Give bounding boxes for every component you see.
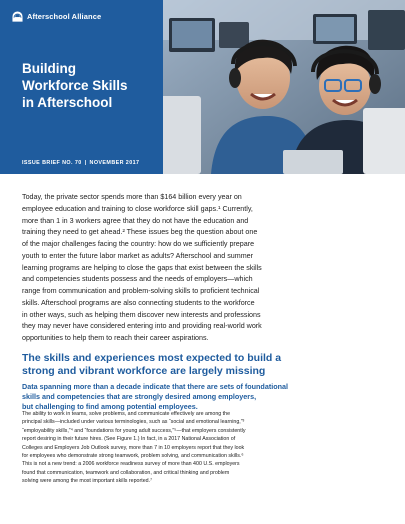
title-line: Building <box>22 61 76 76</box>
intro-line: of the major challenges facing the country: how do we sufficiently prepare <box>22 240 255 248</box>
intro-line: they may never have considered entering into and providing real-world work <box>22 322 262 331</box>
body-line: The ability to work in teams, solve problems, and communicate effectively are among the <box>22 411 231 417</box>
intro-paragraph <box>22 192 384 345</box>
subheading-line: but challenging to find among potential employees. <box>22 402 198 411</box>
intro-line: in other ways, such as helping them discover new interests and professions <box>22 310 261 319</box>
body-line: found that communication, teamwork and collaboration, and critical thinking and problem <box>22 469 230 476</box>
brand <box>12 11 101 22</box>
issue-number: ISSUE BRIEF NO. 70 <box>22 160 82 166</box>
title-line: in Afterschool <box>22 95 113 110</box>
issue-info <box>22 160 139 166</box>
intro-line: employee education and training to close workforce skill gaps.¹ Currently, <box>22 204 253 213</box>
subheading-line: skills and competencies that are strongly desired among employers, <box>22 392 257 401</box>
intro-line: more than 1 in 3 workers agree that they do not have the education and <box>22 216 249 225</box>
intro-line: range from communication and problem-solving skills to proficient technical <box>22 287 260 295</box>
body-line: principal skills—included under various terminologies, such as “social and emotional learning,”³ <box>22 419 245 426</box>
section-heading <box>22 352 384 378</box>
body-line: solving were among the most important skills reported.⁷ <box>22 478 152 485</box>
intro-line: and competencies students possess and the needs of employers—which <box>22 275 253 284</box>
intro-line: youth to enter the future labor market as adults? Afterschool and summer <box>22 251 254 260</box>
body-paragraph <box>22 410 384 486</box>
page-title <box>22 60 160 111</box>
cover-header <box>0 0 405 174</box>
intro-line: Today, the private sector spends more than $164 billion every year on <box>22 193 242 201</box>
body-line: Colleges and Employers Job Outlook survey, more than 7 in 10 employers report that they look <box>22 444 245 451</box>
students-at-computers-image <box>163 0 405 174</box>
section-subheading <box>22 382 384 412</box>
cover-photo <box>163 0 405 174</box>
title-panel <box>0 0 163 174</box>
title-line: Workforce Skills <box>22 78 128 93</box>
body-line: This is not a new trend: a 2006 workforce readiness survey of more than 400 U.S. employers <box>22 461 240 468</box>
sun-logo-icon <box>12 11 23 22</box>
body-line: “employability skills,”⁴ and “foundations for young adult success,”⁵—that employers consistently <box>22 427 246 434</box>
intro-line: opportunities to help them to reach their career aspirations. <box>22 334 209 342</box>
body-line: report desiring in their future hires. (See Figure 1.) In fact, in a 2017 National Association of <box>22 436 236 443</box>
subheading-line: Data spanning more than a decade indicate that there are sets of foundational <box>22 382 288 391</box>
heading-line: The skills and experiences most expected to build a <box>22 352 282 364</box>
body-line: for employees who demonstrate strong teamwork, problem solving, and communication skills.⁶ <box>22 453 244 460</box>
intro-line: learning programs are helping to close the gaps that exist between the skills <box>22 263 262 272</box>
intro-line: training they need to get ahead.² These issues beg the question about one <box>22 228 258 237</box>
brand-name: Afterschool Alliance <box>27 12 102 21</box>
heading-line: strong and vibrant workforce are largely missing <box>22 365 266 377</box>
issue-date: NOVEMBER 2017 <box>89 160 140 166</box>
issue-separator: | <box>84 160 87 166</box>
intro-line: skills. Afterschool programs are also connecting students to the workforce <box>22 298 255 307</box>
